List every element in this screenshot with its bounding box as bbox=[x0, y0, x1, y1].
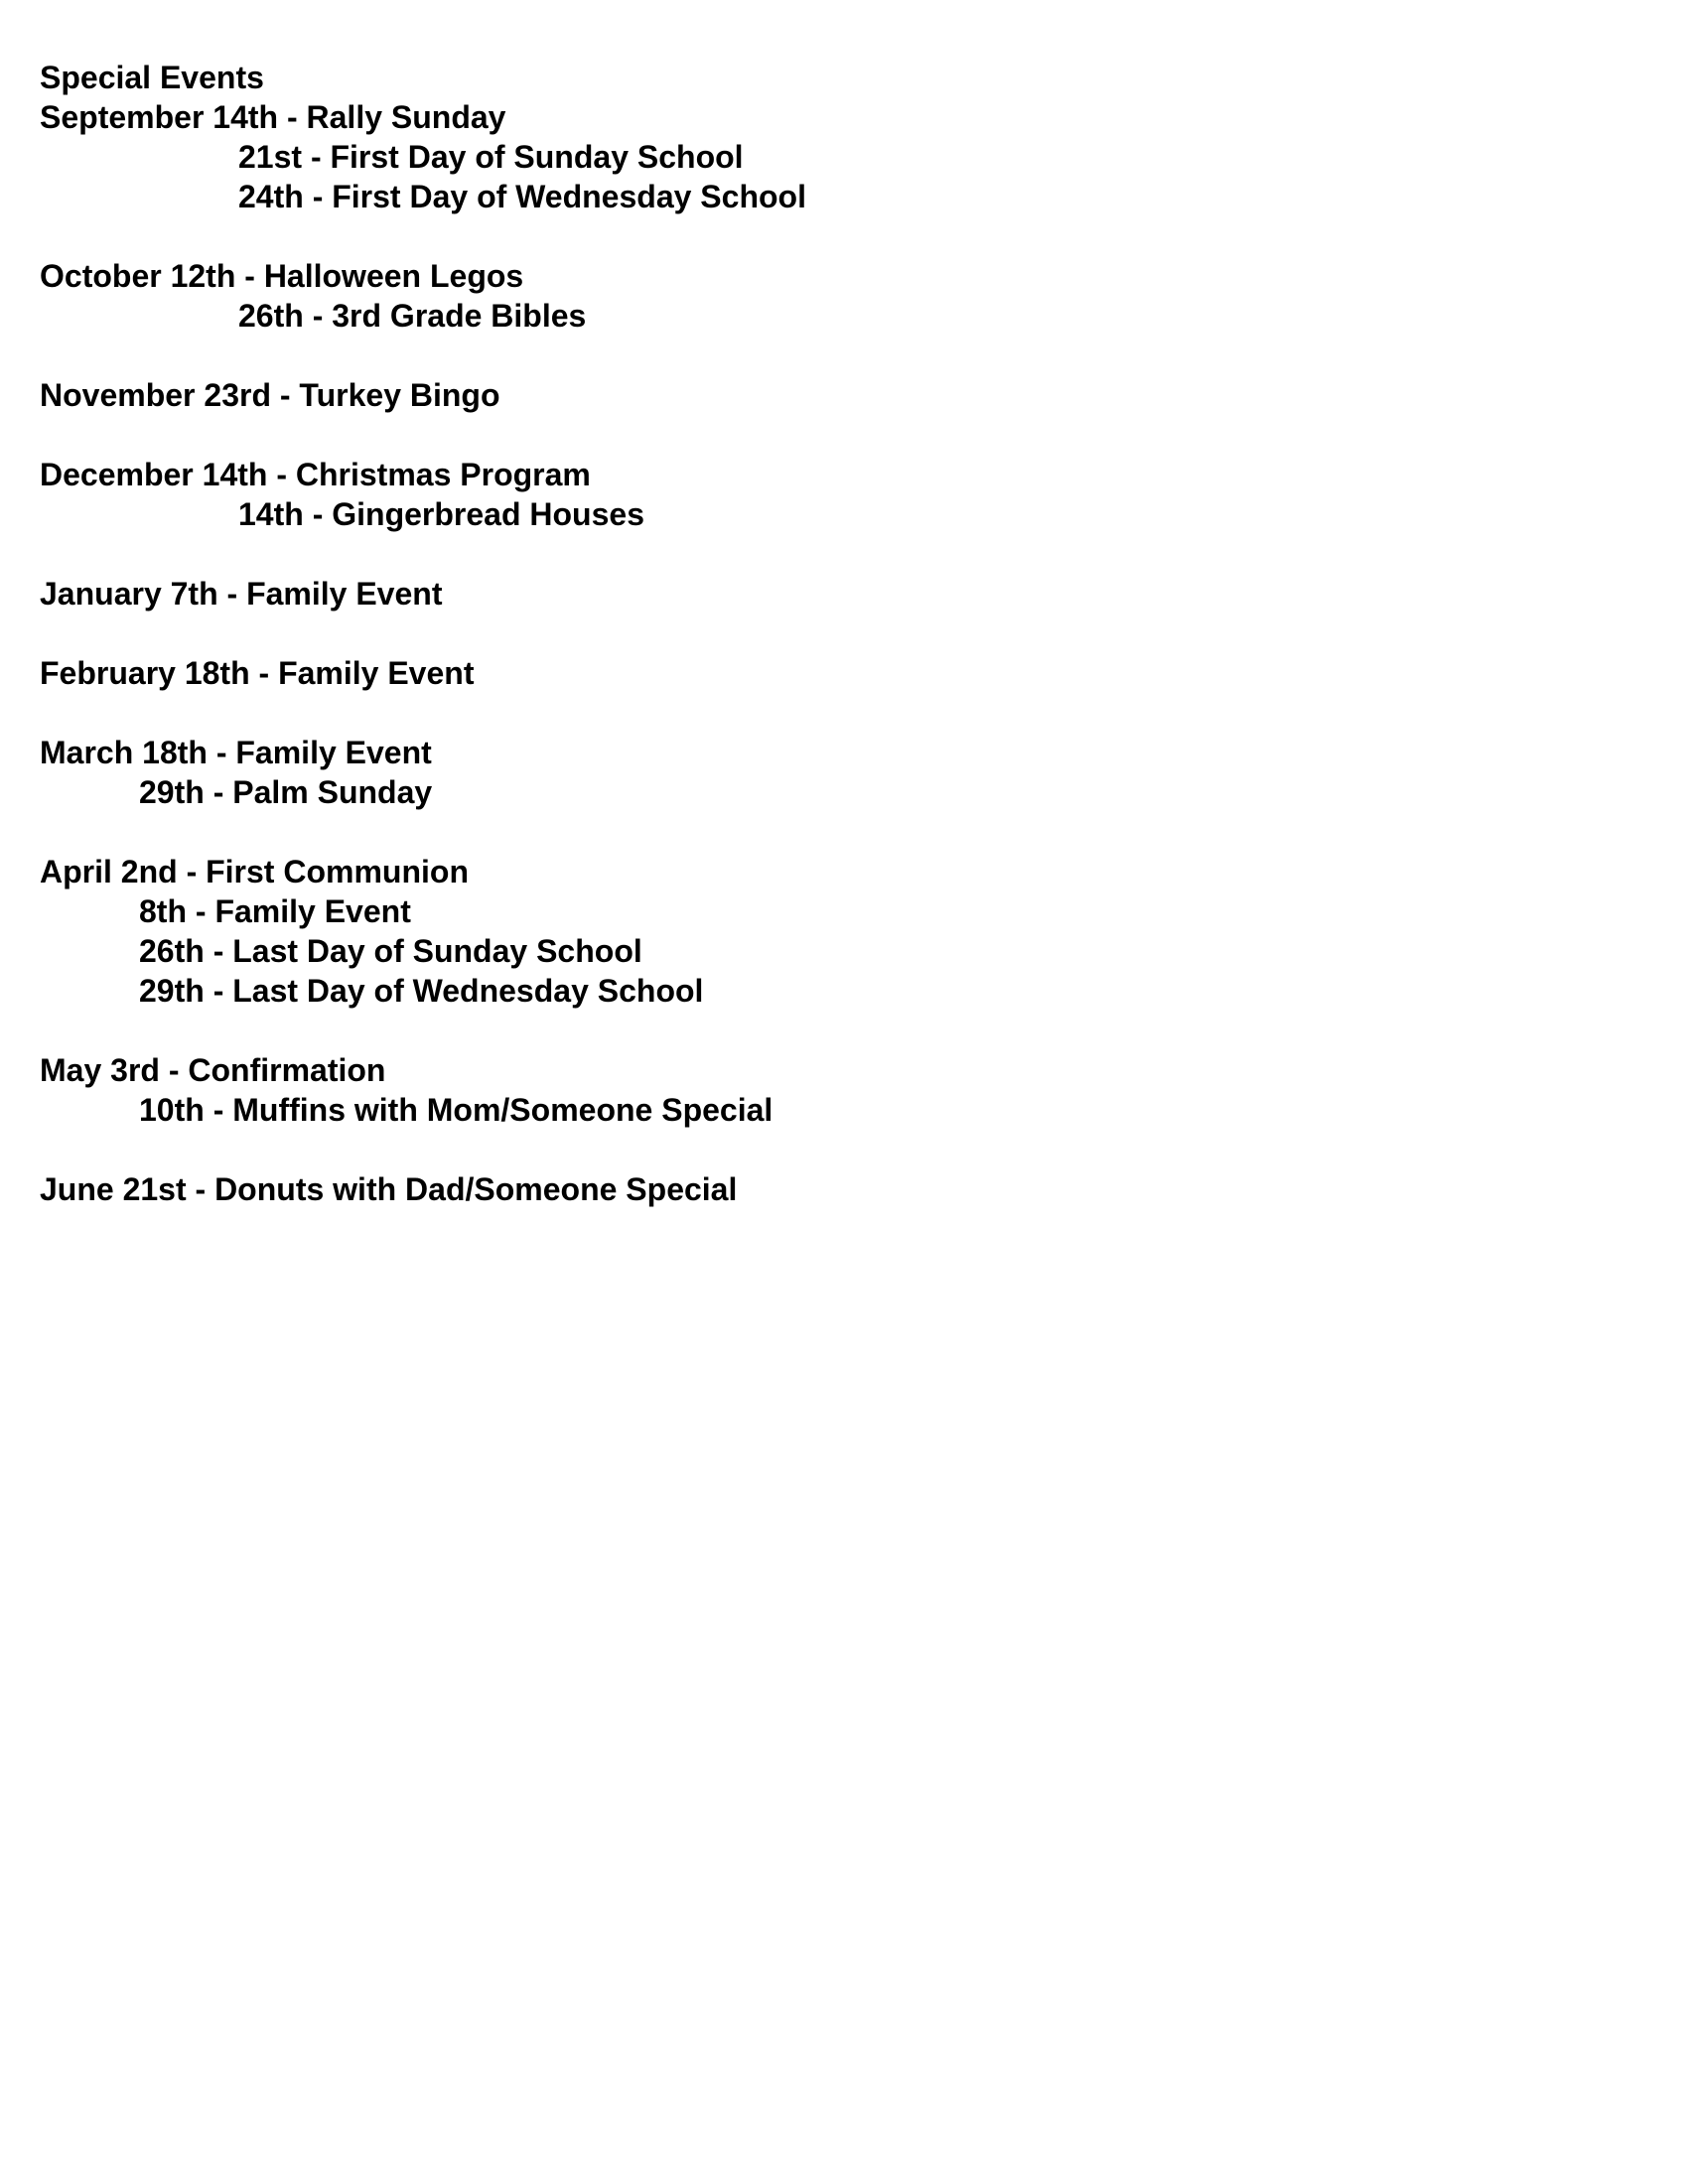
event-line: April 2nd - First Communion bbox=[40, 854, 469, 889]
blank-line bbox=[40, 693, 1668, 733]
event-line: 24th - First Day of Wednesday School bbox=[238, 179, 806, 214]
event-line: November 23rd - Turkey Bingo bbox=[40, 377, 500, 413]
event-line: March 18th - Family Event bbox=[40, 735, 432, 770]
event-line: January 7th - Family Event bbox=[40, 576, 443, 612]
event-line: December 14th - Christmas Program bbox=[40, 457, 591, 492]
blank-line bbox=[40, 614, 1668, 653]
blank-line bbox=[40, 336, 1668, 375]
document-title: Special Events bbox=[40, 60, 264, 95]
blank-line bbox=[40, 1130, 1668, 1169]
event-line: October 12th - Halloween Legos bbox=[40, 258, 524, 294]
event-line: September 14th - Rally Sunday bbox=[40, 99, 506, 135]
event-line: 29th - Last Day of Wednesday School bbox=[139, 973, 704, 1009]
document-lines bbox=[40, 58, 1668, 1209]
event-line: 8th - Family Event bbox=[139, 893, 411, 929]
blank-line bbox=[40, 812, 1668, 852]
event-line: 26th - 3rd Grade Bibles bbox=[238, 298, 587, 334]
event-line: June 21st - Donuts with Dad/Someone Special bbox=[40, 1171, 738, 1207]
event-line: 14th - Gingerbread Houses bbox=[238, 496, 644, 532]
event-line: May 3rd - Confirmation bbox=[40, 1052, 386, 1088]
blank-line bbox=[40, 216, 1668, 256]
blank-line bbox=[40, 1011, 1668, 1050]
event-line: 21st - First Day of Sunday School bbox=[238, 139, 744, 175]
blank-line bbox=[40, 415, 1668, 455]
event-line: 26th - Last Day of Sunday School bbox=[139, 933, 642, 969]
event-line: February 18th - Family Event bbox=[40, 655, 475, 691]
event-line: 10th - Muffins with Mom/Someone Special bbox=[139, 1092, 774, 1128]
blank-line bbox=[40, 534, 1668, 574]
event-line: 29th - Palm Sunday bbox=[139, 774, 433, 810]
